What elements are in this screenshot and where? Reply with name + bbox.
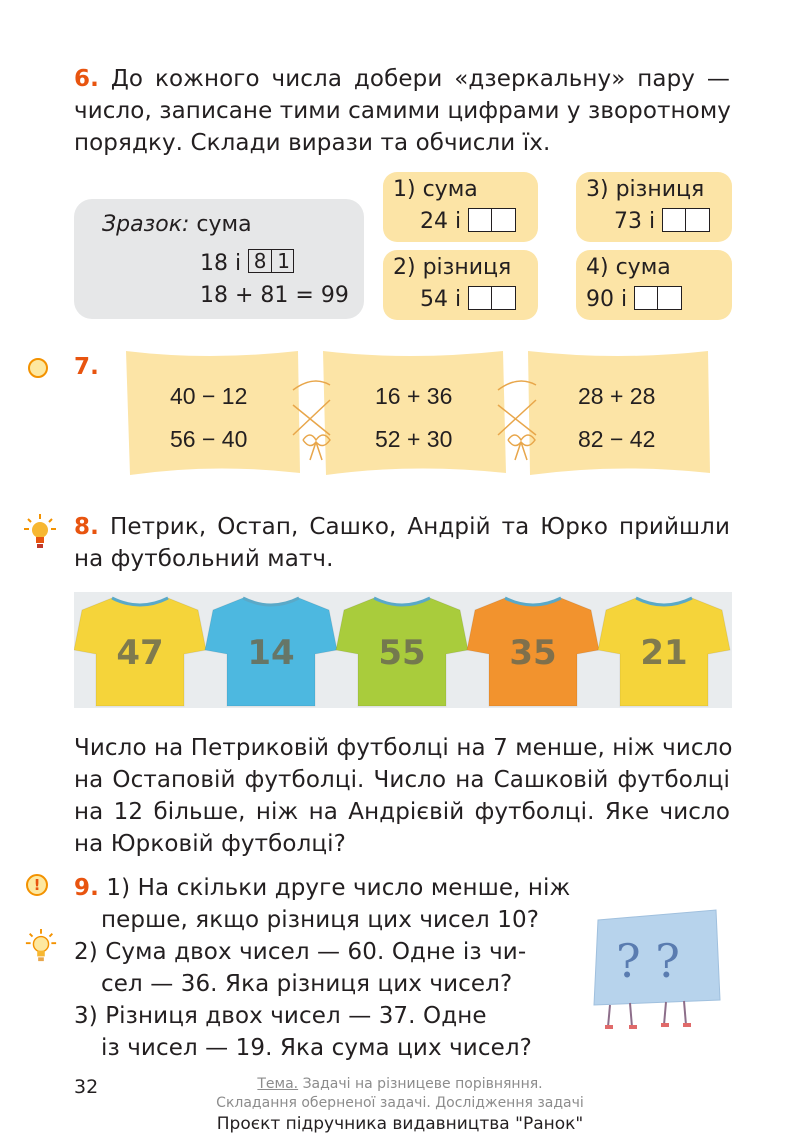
sample-digit-box: 8 1 [248, 249, 294, 273]
sample-label: Зразок: сума [102, 212, 252, 237]
task7-number: 7. [74, 354, 99, 380]
task8-para1: Число на Петриковій футболці на 7 менше, ніж число [74, 735, 733, 761]
task6-line1: 6. До кожного числа добери «дзеркальну» пару — [74, 66, 731, 92]
task8-line1: 8. Петрик, Остап, Сашко, Андрій та Юрко прийшли [74, 514, 730, 540]
question-marks: ? ? [616, 934, 680, 988]
page-number: 32 [74, 1076, 99, 1098]
task6-number: 6. [74, 66, 99, 92]
task8-para3: на 12 більше, ніж на Андрієвій футболці. Яке число [74, 799, 730, 825]
answer-box[interactable] [468, 286, 516, 310]
task9-number: 9. [74, 875, 99, 901]
task8-para4: на Юрковій футболці? [74, 831, 346, 857]
expr-2-1: 16 + 36 [375, 383, 453, 409]
lightbulb-icon [22, 512, 58, 552]
answer-box[interactable] [662, 208, 710, 232]
answer-box[interactable] [468, 208, 516, 232]
card-4-title: 4) сума [586, 255, 671, 280]
banners [118, 345, 718, 480]
card-3-value: 73 і [614, 208, 710, 234]
task9-q1b: перше, якщо різниця цих чисел 10? [101, 907, 540, 933]
task6-line3: порядку. Склади вирази та обчисли їх. [74, 130, 551, 156]
exclamation-icon: ! [26, 874, 48, 896]
task6-line2: число, записане тими самими цифрами у зворотному [74, 98, 732, 124]
sample-pair: 18 і 8 1 [200, 249, 294, 276]
task9-q2a: 2) Сума двох чисел — 60. Одне із чи- [74, 939, 527, 965]
project-line: Проєкт підручника видавництва "Ранок" [216, 1114, 584, 1134]
lightbulb-icon [24, 926, 58, 966]
topic-line1: Тема. Задачі на різницеве порівняння. [257, 1076, 543, 1092]
task8-para2: на Остаповій футболці. Число на Сашковій футболці [74, 767, 730, 793]
shirt-number: 21 [640, 633, 688, 673]
card-3-title: 3) різниця [586, 177, 705, 202]
expr-2-2: 52 + 30 [375, 426, 453, 452]
expr-3-1: 28 + 28 [578, 383, 656, 409]
task9-q3b: із чисел — 19. Яка сума цих чисел? [101, 1035, 532, 1061]
question-sign-illustration [588, 905, 728, 1035]
shirt-number: 35 [509, 633, 557, 673]
shirt-number: 14 [247, 633, 295, 673]
task9-q3a: 3) Різниця двох чисел — 37. Одне [74, 1003, 487, 1029]
task8-line2: на футбольний матч. [74, 546, 334, 572]
answer-box[interactable] [634, 286, 682, 310]
shirts-strip [74, 590, 732, 710]
ring-icon [28, 358, 48, 378]
expr-1-1: 40 − 12 [170, 383, 248, 409]
task9-q1a: 9. 1) На скільки друге число менше, ніж [74, 875, 571, 901]
card-2-value: 54 і [420, 286, 516, 312]
expr-1-2: 56 − 40 [170, 426, 248, 452]
shirt-number: 55 [378, 633, 426, 673]
card-4-value: 90 і [586, 286, 682, 312]
card-1-value: 24 і [420, 208, 516, 234]
expr-3-2: 82 − 42 [578, 426, 656, 452]
card-2-title: 2) різниця [393, 255, 512, 280]
shirt-number: 47 [116, 633, 164, 673]
card-1-title: 1) сума [393, 177, 478, 202]
task8-number: 8. [74, 514, 99, 540]
sample-equation: 18 + 81 = 99 [200, 283, 349, 308]
task9-q2b: сел — 36. Яка різниця цих чисел? [101, 971, 513, 997]
topic-line2: Складання оберненої задачі. Дослідження задачі [216, 1095, 584, 1111]
